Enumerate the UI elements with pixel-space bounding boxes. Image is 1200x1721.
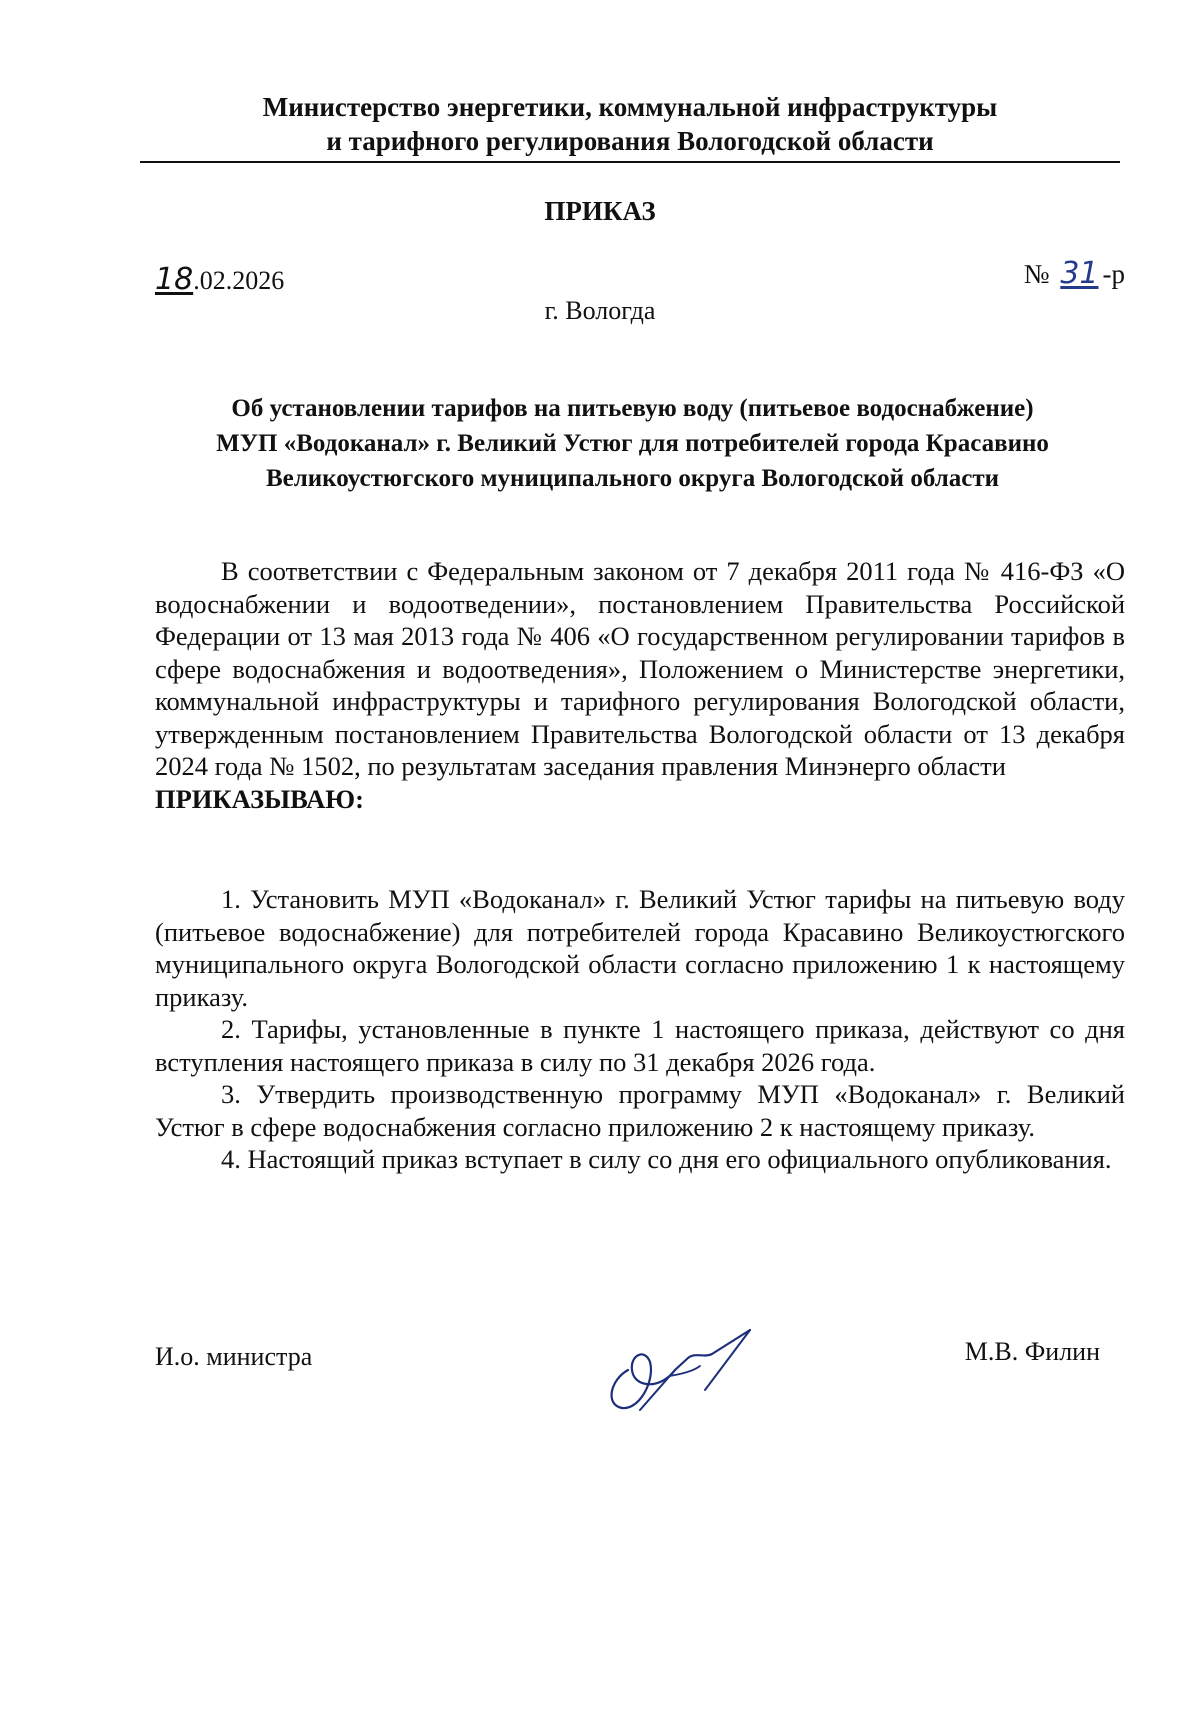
handwritten-signature: [600, 1310, 770, 1420]
preamble-text: В соответствии с Федеральным законом от 7 декабря 2011 года № 416-ФЗ «О водоснабжении и водоотведении», постановлением Правительства Российской Федерации от 13 мая 2013 года № 406 «О государственном регулировании тарифов в сфере водоснабжения и водоотведения», Положением о Министерстве энергетики, коммунальной инфраструктуры и тарифного регулирования Вологодской области, утвержденным постановлением Правительства Вологодской области от 13 декабря 2024 года № 1502, по результатам заседания правления Минэнерго области: [155, 556, 1125, 781]
order-item-3: 3. Утвердить производственную программу МУП «Водоканал» г. Великий Устюг в сфере водоснабжения согласно приложению 2 к настоящему приказу.: [155, 1079, 1125, 1142]
date-day-handwritten: 18: [155, 262, 194, 297]
command-word: ПРИКАЗЫВАЮ:: [155, 783, 364, 814]
order-item-1: 1. Установить МУП «Водоканал» г. Великий Устюг тарифы на питьевую воду (питьевое водоснабжение) для потребителей города Красавино Великоустюгского муниципального округа Вологодской области согласно приложению 1 к настоящему приказу.: [155, 884, 1125, 1012]
ministry-name-line1: Министерство энергетики, коммунальной инфраструктуры: [262, 92, 998, 122]
order-items: [155, 883, 1125, 1176]
title-line2: МУП «Водоканал» г. Великий Устюг для потребителей города Красавино: [216, 430, 1049, 457]
ministry-header: [140, 90, 1120, 158]
header-divider: [140, 161, 1120, 163]
preamble-block: [155, 555, 1125, 815]
document-date: [155, 262, 284, 297]
title-line3: Великоустюгского муниципального округа Вологодской области: [265, 465, 1000, 492]
document-type: ПРИКАЗ: [544, 196, 656, 226]
order-item-2: 2. Тарифы, установленные в пункте 1 настоящего приказа, действуют со дня вступления настоящего приказа в силу по 31 декабря 2026 года.: [155, 1014, 1125, 1077]
number-suffix: -р: [1102, 259, 1125, 289]
document-number: [1024, 256, 1125, 291]
title-line1: Об установлении тарифов на питьевую воду (питьевое водоснабжение): [231, 395, 1034, 422]
document-city: г. Вологда: [544, 296, 656, 325]
order-item-4: 4. Настоящий приказ вступает в силу со дня его официального опубликования.: [221, 1144, 1112, 1174]
ministry-name-line2: и тарифного регулирования Вологодской области: [326, 126, 934, 156]
document-title: [140, 391, 1125, 496]
signatory-name: М.В. Филин: [964, 1337, 1100, 1366]
date-month-year: .02.2026: [193, 266, 285, 295]
signatory-position: И.о. министра: [155, 1342, 313, 1371]
number-prefix: №: [1023, 259, 1050, 289]
number-handwritten: 31: [1060, 256, 1099, 291]
